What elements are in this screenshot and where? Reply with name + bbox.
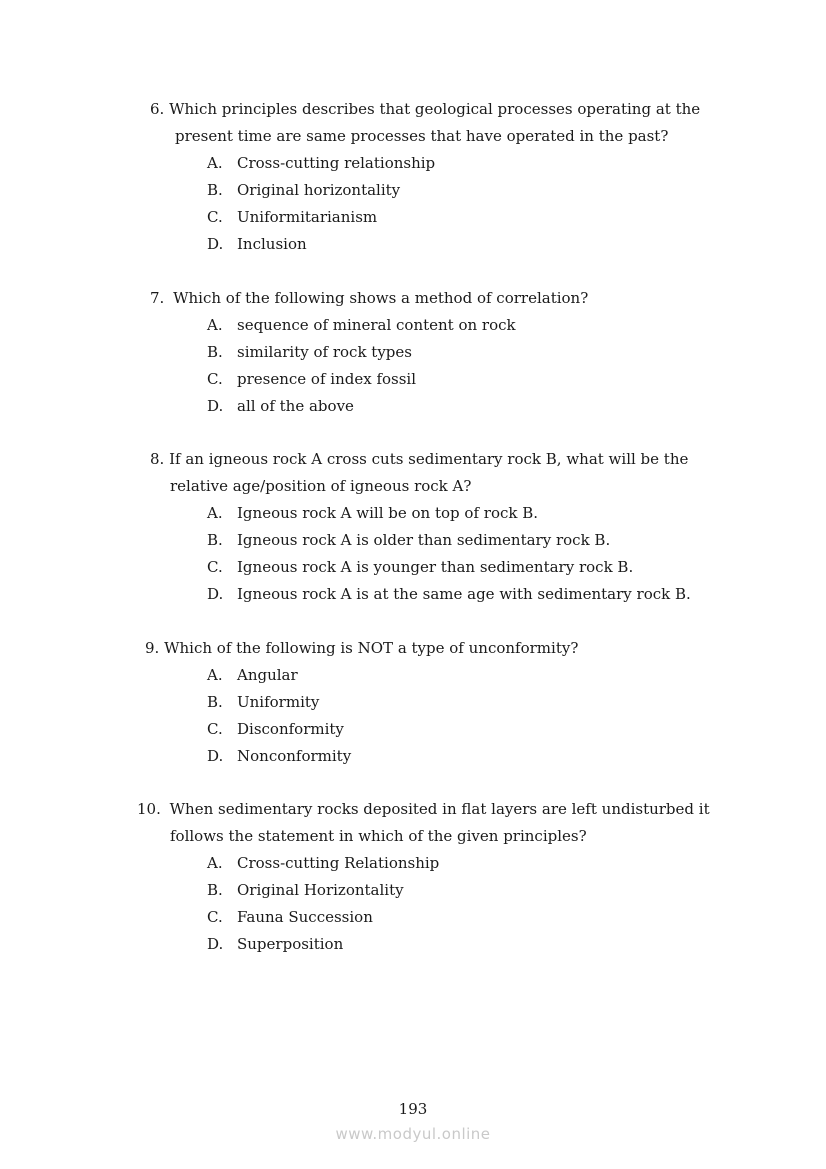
option-letter: A.	[207, 316, 223, 334]
question-stem-line	[150, 446, 688, 473]
question-stem-line	[150, 96, 700, 123]
option-a[interactable]	[207, 850, 439, 877]
option-c[interactable]	[207, 904, 373, 931]
option-letter: B.	[207, 693, 223, 711]
question-number: 9.	[145, 639, 160, 657]
page-number: 193	[398, 1100, 428, 1118]
option-text: Fauna Succession	[237, 908, 373, 926]
option-letter: B.	[207, 343, 223, 361]
option-letter: A.	[207, 854, 223, 872]
option-text: Uniformitarianism	[237, 208, 378, 226]
option-d[interactable]	[207, 393, 354, 420]
option-b[interactable]	[207, 177, 400, 204]
option-d[interactable]	[207, 231, 307, 258]
option-b[interactable]	[207, 339, 412, 366]
option-text: Original horizontality	[237, 181, 401, 199]
question-number: 8.	[150, 450, 165, 468]
option-letter: A.	[207, 666, 223, 684]
option-text: sequence of mineral content on rock	[237, 316, 516, 334]
question-stem-line: present time are same processes that have operated in the past?	[175, 127, 669, 145]
option-letter: C.	[207, 208, 223, 226]
option-a[interactable]	[207, 662, 298, 689]
question-number: 7.	[150, 289, 165, 307]
option-text: Original Horizontality	[237, 881, 404, 899]
option-b[interactable]	[207, 527, 610, 554]
option-c[interactable]	[207, 554, 633, 581]
question-stem-line	[150, 285, 588, 312]
option-letter: D.	[207, 585, 224, 603]
option-text: Angular	[237, 666, 298, 684]
question-text: When sedimentary rocks deposited in flat layers are left undisturbed it	[169, 800, 710, 818]
watermark: www.modyul.online	[335, 1125, 491, 1143]
question-text: Which of the following is NOT a type of unconformity?	[164, 639, 579, 657]
option-letter: B.	[207, 181, 223, 199]
option-d[interactable]	[207, 931, 343, 958]
option-letter: D.	[207, 235, 224, 253]
option-text: Igneous rock A is older than sedimentary rock B.	[237, 531, 611, 549]
option-c[interactable]	[207, 204, 377, 231]
question-stem-line: relative age/position of igneous rock A?	[170, 477, 472, 495]
question-text: Which principles describes that geological processes operating at the	[169, 100, 701, 118]
option-text: Cross-cutting Relationship	[237, 854, 440, 872]
option-a[interactable]	[207, 312, 516, 339]
question-text: Which of the following shows a method of correlation?	[173, 289, 589, 307]
option-letter: C.	[207, 370, 223, 388]
option-text: Uniformity	[237, 693, 320, 711]
option-letter: B.	[207, 531, 223, 549]
option-c[interactable]	[207, 716, 344, 743]
option-c[interactable]	[207, 366, 416, 393]
option-text: Inclusion	[237, 235, 307, 253]
option-letter: A.	[207, 504, 223, 522]
option-text: presence of index fossil	[237, 370, 417, 388]
option-letter: B.	[207, 881, 223, 899]
option-letter: C.	[207, 720, 223, 738]
option-text: all of the above	[237, 397, 354, 415]
question-number: 10.	[137, 800, 161, 818]
option-letter: A.	[207, 154, 223, 172]
option-text: Cross-cutting relationship	[237, 154, 436, 172]
option-d[interactable]	[207, 743, 351, 770]
option-letter: D.	[207, 747, 224, 765]
option-text: Disconformity	[237, 720, 344, 738]
question-text: If an igneous rock A cross cuts sedimentary rock B, what will be the	[169, 450, 689, 468]
option-text: Nonconformity	[237, 747, 352, 765]
option-text: similarity of rock types	[237, 343, 412, 361]
option-b[interactable]	[207, 689, 319, 716]
option-letter: D.	[207, 397, 224, 415]
question-stem-line: follows the statement in which of the given principles?	[170, 827, 587, 845]
option-letter: C.	[207, 908, 223, 926]
option-letter: D.	[207, 935, 224, 953]
option-d[interactable]	[207, 581, 691, 608]
option-a[interactable]	[207, 500, 538, 527]
option-letter: C.	[207, 558, 223, 576]
option-text: Superposition	[237, 935, 344, 953]
option-text: Igneous rock A will be on top of rock B.	[237, 504, 539, 522]
question-stem-line	[137, 796, 710, 823]
option-text: Igneous rock A is younger than sedimentary rock B.	[237, 558, 634, 576]
option-b[interactable]	[207, 877, 404, 904]
option-a[interactable]	[207, 150, 435, 177]
question-stem-line	[145, 635, 578, 662]
option-text: Igneous rock A is at the same age with sedimentary rock B.	[237, 585, 691, 603]
question-number: 6.	[150, 100, 165, 118]
